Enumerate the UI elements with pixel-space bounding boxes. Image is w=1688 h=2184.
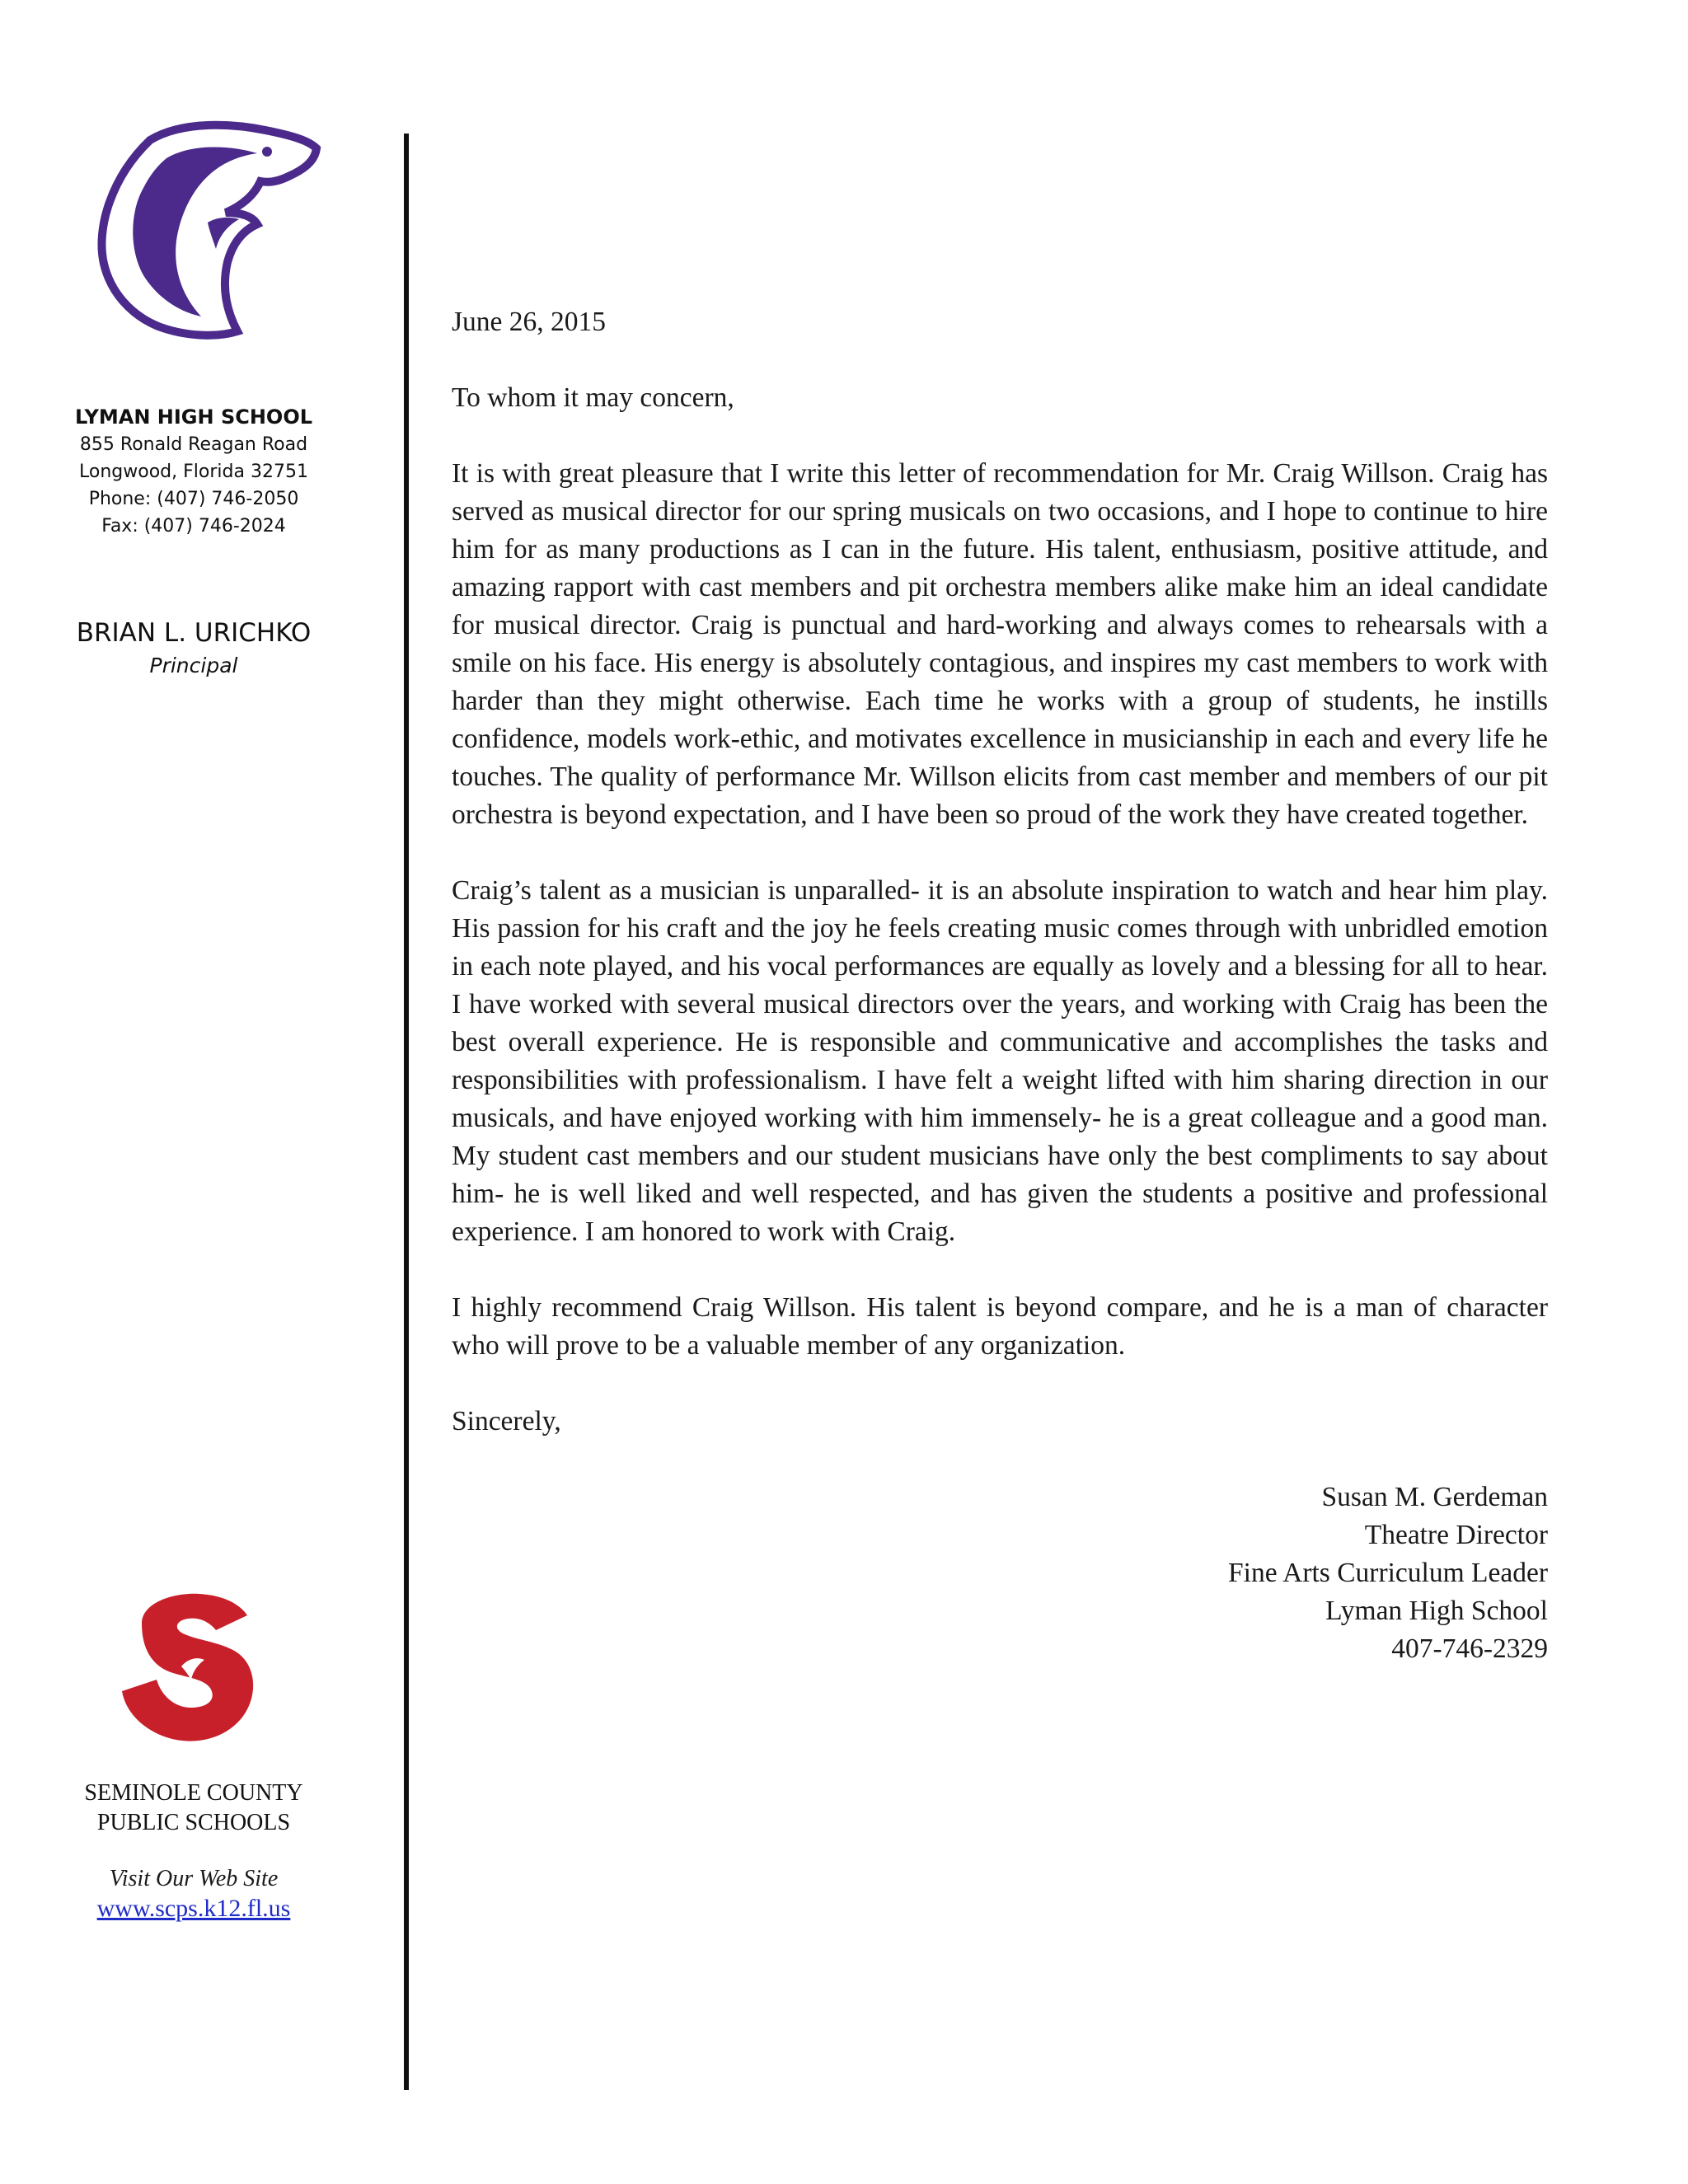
address-line1: 855 Ronald Reagan Road — [79, 434, 308, 455]
school-name: LYMAN HIGH SCHOOL — [74, 405, 313, 429]
letter-date: June 26, 2015 — [452, 307, 607, 337]
letterhead-sidebar — [0, 0, 396, 2184]
letter-body — [452, 303, 1548, 1668]
principal-title: Principal — [149, 654, 238, 677]
school-fax: Fax: (407) 746-2024 — [101, 516, 286, 537]
signer-title-1: Theatre Director — [1364, 1520, 1548, 1550]
district-name — [33, 1779, 354, 1838]
principal-name: BRIAN L. URICHKO — [76, 618, 312, 648]
district-line1: SEMINOLE COUNTY — [84, 1780, 303, 1806]
signer-phone: 407-746-2329 — [1391, 1633, 1548, 1664]
signer-name: Susan M. Gerdeman — [1321, 1482, 1548, 1512]
address-line2: Longwood, Florida 32751 — [79, 462, 308, 482]
signer-title-2: Fine Arts Curriculum Leader — [1228, 1558, 1548, 1588]
website-block — [33, 1864, 354, 1924]
letter-paragraph-3: I highly recommend Craig Willson. His talent is beyond compare, and he is a man of character who will prove to be a valuable member of any organization. — [452, 1292, 1548, 1361]
letter-paragraph-1: It is with great pleasure that I write this letter of recommendation for Mr. Craig Willson. Craig has served as musical director for our spring musicals on two occasions, and I hope to continue to hire him for as many productions as I can in the future. His talent, enthusiasm, positive attitude, and amazing rapport with cast members and pit orchestra members alike make him an ideal candidate for musical director. Craig is punctual and hard-working and always comes to rehearsals with a smile on his face. His energy is absolutely contagious, and inspires my cast members to work with harder than they might otherwise. Each time he works with a group of students, he instills confidence, models work-ethic, and motivates excellence in musicianship in each and every life he touches. The quality of performance Mr. Willson elicits from cast member and members of our pit orchestra is beyond expectation, and I have been so proud of the work they have created together. — [452, 458, 1548, 830]
school-address-block — [33, 404, 354, 540]
greyhound-logo-icon — [92, 115, 323, 346]
school-phone: Phone: (407) 746-2050 — [88, 489, 299, 509]
letter-salutation: To whom it may concern, — [452, 382, 734, 413]
vertical-divider — [404, 134, 409, 2090]
website-link[interactable]: www.scps.k12.fl.us — [96, 1895, 291, 1922]
letter-closing: Sincerely, — [452, 1406, 561, 1436]
signature-block — [452, 1479, 1548, 1668]
district-line2: PUBLIC SCHOOLS — [96, 1810, 291, 1835]
scps-s-apple-logo-icon — [117, 1591, 257, 1744]
signer-organization: Lyman High School — [1325, 1596, 1548, 1626]
principal-block — [33, 615, 354, 681]
website-label: Visit Our Web Site — [109, 1866, 279, 1891]
letter-paragraph-2: Craig’s talent as a musician is unparalled- it is an absolute inspiration to watch and hear him play. His passion for his craft and the joy he feels creating music comes through with unbridled emotion in each note played, and his vocal performances are equally as lovely and a blessing for all to hear. I have worked with several musical directors over the years, and working with Craig has been the best overall experience. He is responsible and communicative and accomplishes the tasks and responsibilities with professionalism. I have felt a weight lifted with him sharing direction in our musicals, and have enjoyed working with him immensely- he is a great colleague and a good man. My student cast members and our student musicians have only the best compliments to say about him- he is well liked and well respected, and has given the students a positive and professional experience. I am honored to work with Craig. — [452, 875, 1548, 1247]
